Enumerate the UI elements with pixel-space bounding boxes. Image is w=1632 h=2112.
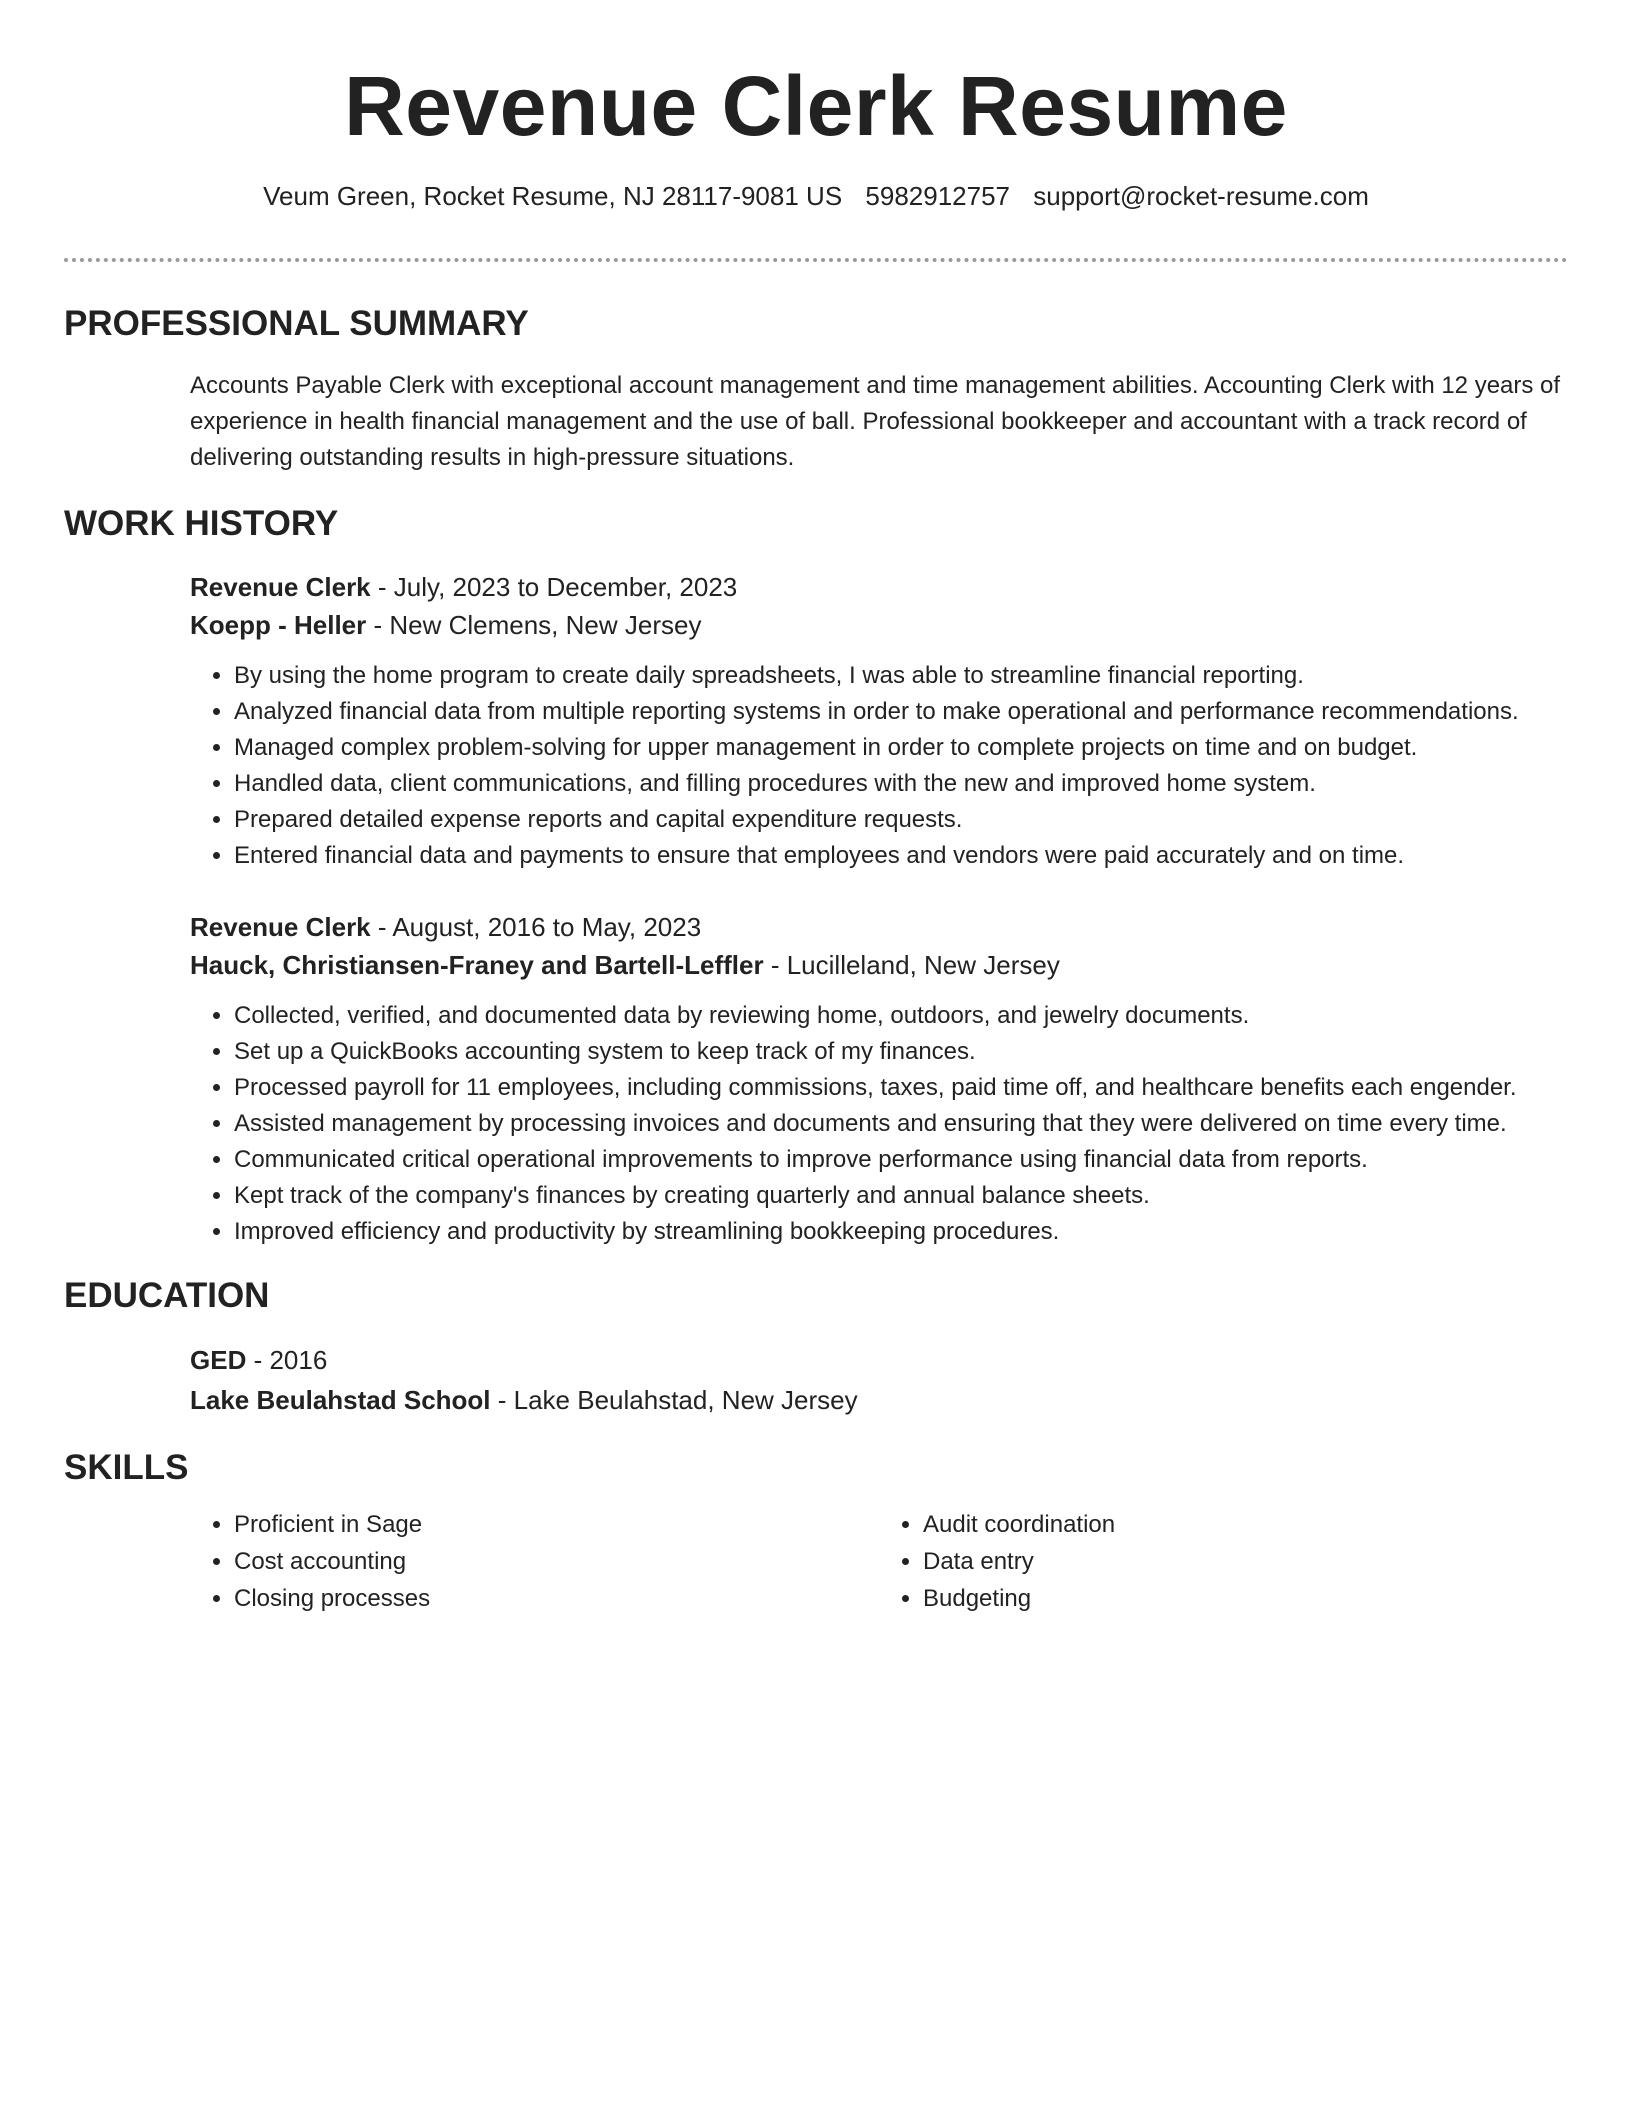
skill-item: • Budgeting	[923, 1580, 1568, 1617]
contact-email[interactable]: support@rocket-resume.com	[1033, 181, 1369, 211]
job-entry	[190, 908, 1568, 1250]
job-company-line	[190, 606, 1568, 644]
job-bullet: • Communicated critical operational improvements to improve performance using financial data from reports.	[234, 1142, 1568, 1178]
job-location: - New Clemens, New Jersey	[366, 610, 702, 640]
job-dates: - July, 2023 to December, 2023	[370, 572, 738, 602]
education-section	[64, 1340, 1568, 1420]
summary-section	[64, 368, 1568, 476]
job-bullet: • Assisted management by processing invoices and documents and ensuring that they were delivered on time every time.	[234, 1106, 1568, 1142]
work-history-section	[64, 568, 1568, 1250]
job-bullet: • Kept track of the company's finances by creating quarterly and annual balance sheets.	[234, 1178, 1568, 1214]
education-heading: EDUCATION	[64, 1276, 270, 1315]
job-company-line	[190, 946, 1568, 984]
job-title-line	[190, 908, 1568, 946]
header-divider	[64, 258, 1568, 262]
education-school-line	[190, 1380, 1568, 1420]
resume-title: Revenue Clerk Resume	[344, 59, 1288, 153]
education-degree: GED	[190, 1345, 247, 1375]
skill-item: • Proficient in Sage	[234, 1506, 879, 1543]
education-school: Lake Beulahstad School	[190, 1385, 491, 1415]
job-bullet: • Improved efficiency and productivity by streamlining bookkeeping procedures.	[234, 1214, 1568, 1250]
work-history-heading: WORK HISTORY	[64, 504, 339, 543]
job-bullets	[190, 998, 1568, 1250]
skill-item: • Closing processes	[234, 1580, 879, 1617]
job-bullet: • Entered financial data and payments to ensure that employees and vendors were paid accurately and on time.	[234, 838, 1568, 874]
job-dates: - August, 2016 to May, 2023	[370, 912, 702, 942]
skills-grid	[190, 1506, 1568, 1617]
job-title-line	[190, 568, 1568, 606]
job-bullet: • By using the home program to create daily spreadsheets, I was able to streamline financial reporting.	[234, 658, 1568, 694]
job-bullet: • Set up a QuickBooks accounting system to keep track of my finances.	[234, 1034, 1568, 1070]
skill-item: • Cost accounting	[234, 1543, 879, 1580]
job-bullet: • Prepared detailed expense reports and capital expenditure requests.	[234, 802, 1568, 838]
education-degree-line	[190, 1340, 1568, 1380]
skills-column-right	[879, 1506, 1568, 1617]
job-bullet: • Collected, verified, and documented data by reviewing home, outdoors, and jewelry documents.	[234, 998, 1568, 1034]
job-bullet: • Processed payroll for 11 employees, including commissions, taxes, paid time off, and healthcare benefits each engender.	[234, 1070, 1568, 1106]
education-location: - Lake Beulahstad, New Jersey	[490, 1385, 858, 1415]
job-company: Hauck, Christiansen-Franey and Bartell-Leffler	[190, 950, 764, 980]
job-location: - Lucilleland, New Jersey	[763, 950, 1060, 980]
education-year: - 2016	[246, 1345, 328, 1375]
contact-address: Veum Green, Rocket Resume, NJ 28117-9081 US	[263, 181, 843, 211]
skill-item: • Data entry	[923, 1543, 1568, 1580]
job-title: Revenue Clerk	[190, 912, 371, 942]
skills-section	[64, 1506, 1568, 1617]
job-title: Revenue Clerk	[190, 572, 371, 602]
job-entry	[190, 568, 1568, 874]
job-bullet: • Analyzed financial data from multiple reporting systems in order to make operational and performance recommendations.	[234, 694, 1568, 730]
skills-column-left	[190, 1506, 879, 1617]
skill-item: • Audit coordination	[923, 1506, 1568, 1543]
summary-text: Accounts Payable Clerk with exceptional account management and time management abilities. Accounting Clerk with 12 years of experience in health financial management and the use of ball. Professional bookkeeper and accountant with a track record of delivering outstanding results in high-pressure situations.	[190, 372, 1561, 471]
job-bullet: • Handled data, client communications, and filling procedures with the new and improved home system.	[234, 766, 1568, 802]
skills-heading: SKILLS	[64, 1448, 189, 1487]
job-bullet: • Managed complex problem-solving for upper management in order to complete projects on time and on budget.	[234, 730, 1568, 766]
contact-phone: 5982912757	[865, 181, 1011, 211]
summary-heading: PROFESSIONAL SUMMARY	[64, 304, 529, 343]
contact-info	[64, 178, 1568, 214]
job-company: Koepp - Heller	[190, 610, 367, 640]
job-bullets	[190, 658, 1568, 874]
